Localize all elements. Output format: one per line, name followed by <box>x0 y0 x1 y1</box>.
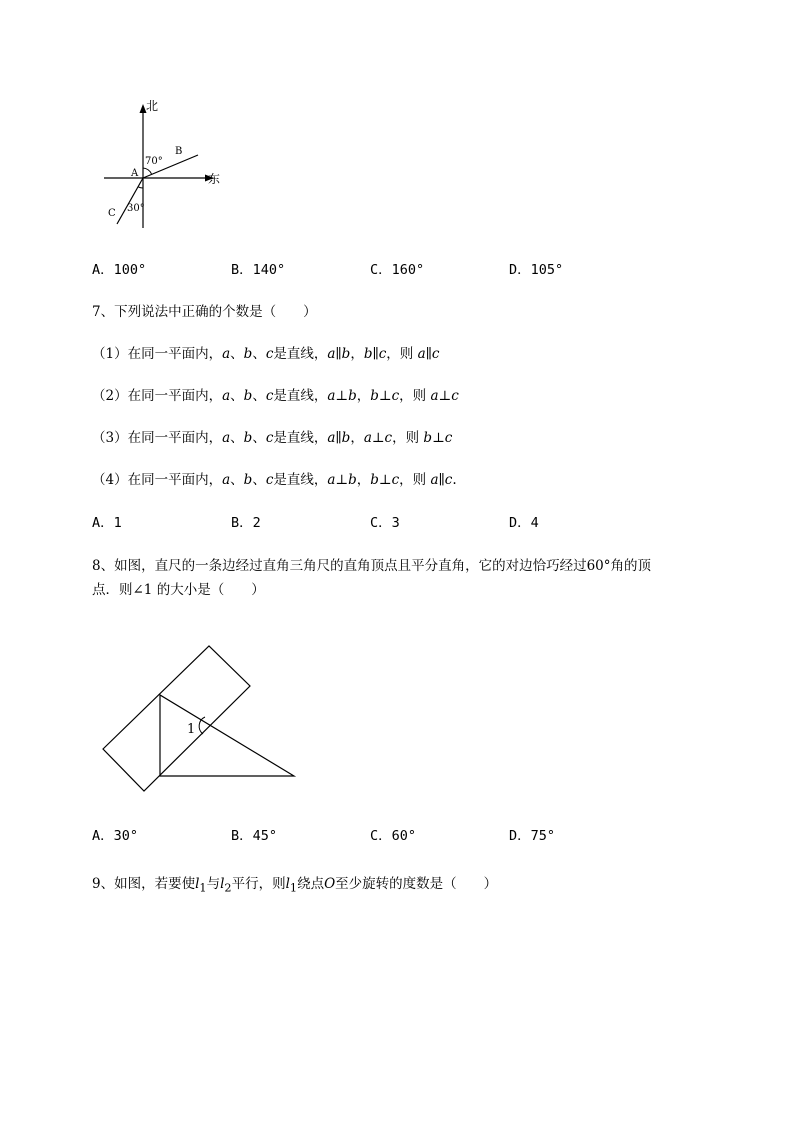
east-label: 东 <box>208 172 221 186</box>
point-b-label: B <box>175 146 183 157</box>
north-label: 北 <box>146 99 159 113</box>
q7-option-b: B．2 <box>231 515 261 531</box>
q8-option-a: A．30° <box>92 828 139 844</box>
q7-option-d: D．4 <box>509 515 539 531</box>
q9-stem: 9、如图，若要使$l_1$与$l_2$平行，则$l_1$绕点O至少旋转的度数是（ ） <box>92 876 498 895</box>
point-a-label: A <box>131 168 139 179</box>
q7-statement-3: （3）在同一平面内，a、b、c是直线，a∥b，a⊥c，则 b⊥c <box>92 430 453 446</box>
q7-option-c: C．3 <box>370 515 400 531</box>
q8-option-c: C．60° <box>370 828 417 844</box>
angle-30-label: 30° <box>127 203 145 214</box>
ruler-triangle-diagram <box>96 640 306 800</box>
angle-70-label: 70° <box>145 156 163 167</box>
direction-diagram <box>96 98 226 233</box>
q6-option-a: A．100° <box>92 262 147 278</box>
q7-statement-2: （2）在同一平面内，a、b、c是直线，a⊥b，b⊥c，则 a⊥c <box>92 388 459 404</box>
q6-option-d: D．105° <box>509 262 564 278</box>
q8-stem-line-1: 8、如图，直尺的一条边经过直角三角尺的直角顶点且平分直角，它的对边恰巧经过60°角的顶 <box>92 558 652 574</box>
q7-option-a: A．1 <box>92 515 122 531</box>
angle-1-label: 1 <box>187 722 196 737</box>
q8-stem-line-2: 点．则∠1 的大小是（ ） <box>92 582 265 598</box>
q6-option-c: C．160° <box>370 262 425 278</box>
q7-statement-4: （4）在同一平面内，a、b、c是直线，a⊥b，b⊥c，则 a∥c. <box>92 472 457 488</box>
q7-stem: 7、下列说法中正确的个数是（ ） <box>92 304 317 320</box>
point-c-label: C <box>108 208 116 219</box>
q8-option-b: B．45° <box>231 828 278 844</box>
q7-statement-1: （1）在同一平面内，a、b、c是直线，a∥b，b∥c，则 a∥c <box>92 346 440 362</box>
q8-option-d: D．75° <box>509 828 556 844</box>
q6-option-b: B．140° <box>231 262 286 278</box>
